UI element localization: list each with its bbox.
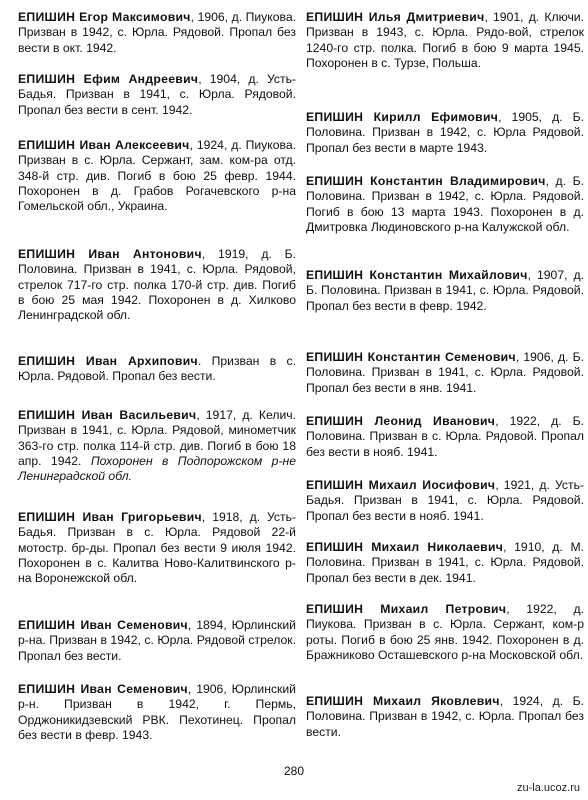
- entry-text: , 1906, д. Пиукова. Призван в 1942, с. Юрла. Рядовой. Пропал без вести в окт. 1942.: [18, 10, 296, 55]
- entry-text: , 1894, Юрлинский р-на. Призван в 1942, с. Юрла. Рядовой стрелок. Пропал без вести.: [18, 618, 296, 663]
- entry-text: , 1906, Юрлинский р-н. Призван в 1942, г. Пермь, Орджоникидзевский РВК. Пехотинец. Пропал без вести в февр. 1943.: [18, 682, 296, 742]
- entry-text: , 1918, д. Усть-Бадья. Призван в с. Юрла. Рядовой 22-й мотостр. бр-ды. Пропал без вести 9 июля 1942. Похоронен в с. Калитва Ново-Калитвинского р-на Воронежской обл.: [18, 510, 296, 586]
- entry-name: ЕПИШИН Иван Антонович: [18, 247, 202, 261]
- entry-note: Похоронен в Подпорожском р-не Ленинградской обл.: [18, 453, 296, 484]
- entry-text: , 1917, д. Келич. Призван в 1941, с. Юрла. Рядовой, минометчик 363-го стр. полка 114-й стр. див. Погиб в бою 18 апр. 1942.: [18, 408, 297, 468]
- entry-name: ЕПИШИН Михаил Петрович: [306, 602, 507, 616]
- entry-text: , 1906, д. Б. Половина. Призван в 1941, с. Юрла. Рядовой. Пропал без вести в янв. 1941.: [306, 350, 584, 395]
- entry-epishin-leonid: [306, 414, 584, 460]
- entry-text: , д. Б. Половина. Призван в 1942, с. Юрла. Рядовой. Погиб в бою 13 марта 1943. Похоронен в д. Дмитровка Людиновского р-на Калужской обл.: [306, 174, 584, 234]
- entry-epishin-konstantin-mikhailovich: [306, 268, 584, 314]
- entry-epishin-mikhail-iosifovich: [306, 478, 584, 524]
- entry-text: , 1921, д. Усть-Бадья. Призван в 1941, с. Юрла. Рядовой. Пропал без вести в нояб. 1941.: [306, 478, 584, 523]
- entry-name: ЕПИШИН Иван Архипович: [18, 354, 198, 368]
- entry-epishin-konstantin-semenovich: [306, 350, 584, 396]
- entry-name: ЕПИШИН Михаил Иосифович: [306, 478, 496, 492]
- page-number: 280: [283, 764, 305, 778]
- entry-name: ЕПИШИН Иван Семенович: [18, 682, 188, 696]
- entry-text: , 1919, д. Б. Половина. Призван в 1941, с. Юрла. Рядовой, стрелок 717-го стр. полка 170-й стр. див. Погиб в бою 25 мая 1942. Похоронен в д. Хилково Ленинградской обл.: [18, 247, 296, 323]
- entry-text: , 1924, д. Б. Половина. Призван в 1942, с. Юрла. Пропал без вести.: [306, 694, 584, 739]
- entry-name: ЕПИШИН Илья Дмитриевич: [306, 10, 485, 24]
- entry-name: ЕПИШИН Константин Михайлович: [306, 268, 528, 282]
- entry-epishin-mikhail-nikolaevich: [306, 540, 584, 586]
- entry-epishin-mikhail-petrovich: [306, 602, 584, 663]
- entry-text: . Призван в с. Юрла. Рядовой. Пропал без вести.: [18, 354, 296, 384]
- entry-text: , 1910, д. М. Половина. Призван в 1941, с. Юрла. Рядовой. Пропал без вести в дек. 1941.: [306, 540, 584, 585]
- entry-epishin-ivan-antonovich: [18, 247, 296, 323]
- entry-name: ЕПИШИН Константин Владимирович: [306, 174, 546, 188]
- entry-epishin-kirill: [306, 110, 584, 156]
- entry-name: ЕПИШИН Иван Васильевич: [18, 408, 197, 422]
- entry-epishin-ivan-alekseevich: [18, 138, 296, 214]
- entry-name: ЕПИШИН Константин Семенович: [306, 350, 516, 364]
- entry-epishin-ivan-vasilevich: [18, 408, 296, 484]
- entry-epishin-efim: [18, 72, 296, 118]
- entry-name: ЕПИШИН Иван Алексеевич: [18, 138, 190, 152]
- entry-epishin-mikhail-yakovlevich: [306, 694, 584, 740]
- entry-epishin-ivan-semenovich-1906: [18, 682, 296, 743]
- entry-epishin-konstantin-vladimirovich: [306, 174, 584, 235]
- entry-name: ЕПИШИН Иван Григорьевич: [18, 510, 202, 524]
- entry-name: ЕПИШИН Леонид Иванович: [306, 414, 496, 428]
- entry-name: ЕПИШИН Иван Семенович: [18, 618, 188, 632]
- entry-text: , 1924, д. Пиукова. Призван в с. Юрла. Сержант, зам. ком-ра отд. 348-й стр. див. Погиб в бою 25 февр. 1944. Похоронен в д. Грабов Рогачевского р-на Гомельской обл., Украина.: [18, 138, 297, 214]
- entry-epishin-ilya: [306, 10, 584, 71]
- entry-text: , 1905, д. Б. Половина. Призван в 1942, с. Юрла Рядовой. Пропал без вести в марте 1943.: [306, 110, 584, 155]
- entry-name: ЕПИШИН Михаил Николаевич: [306, 540, 504, 554]
- watermark: zu-la.ucoz.ru: [517, 782, 580, 794]
- entry-epishin-ivan-semenovich-1894: [18, 618, 296, 664]
- entry-epishin-ivan-arkhipovich: [18, 354, 296, 385]
- entry-epishin-egor: [18, 10, 296, 56]
- entry-epishin-ivan-grigorevich: [18, 510, 296, 586]
- entry-name: ЕПИШИН Кирилл Ефимович: [306, 110, 499, 124]
- entry-text: , 1907, д. Б. Половина. Призван в 1941, с. Юрла. Рядовой. Пропал без вести в февр. 1942.: [306, 268, 584, 313]
- entry-name: ЕПИШИН Ефим Андреевич: [18, 72, 199, 86]
- entry-text: , 1904, д. Усть-Бадья. Призван в 1941, с. Юрла. Рядовой. Пропал без вести в сент. 1942.: [18, 72, 296, 117]
- entry-name: ЕПИШИН Егор Максимович: [18, 10, 191, 24]
- entry-text: , 1901, д. Ключи. Призван в 1943, с. Юрла. Рядо-вой, стрелок 1240-го стр. полка. Погиб в бою 9 марта 1945. Похоронен в с. Турзе, Польша.: [306, 10, 584, 70]
- entry-text: , 1922, д. Пиукова. Призван в с. Юрла. Сержант, ком-р роты. Погиб в бою 25 янв. 1942. Похоронен в д. Бражниково Осташевского р-на Московской обл.: [306, 602, 584, 662]
- entry-text: , 1922, д. Б. Половина. Призван в с. Юрла. Рядовой. Пропал без вести в нояб. 1941.: [306, 414, 584, 459]
- entry-name: ЕПИШИН Михаил Яковлевич: [306, 694, 500, 708]
